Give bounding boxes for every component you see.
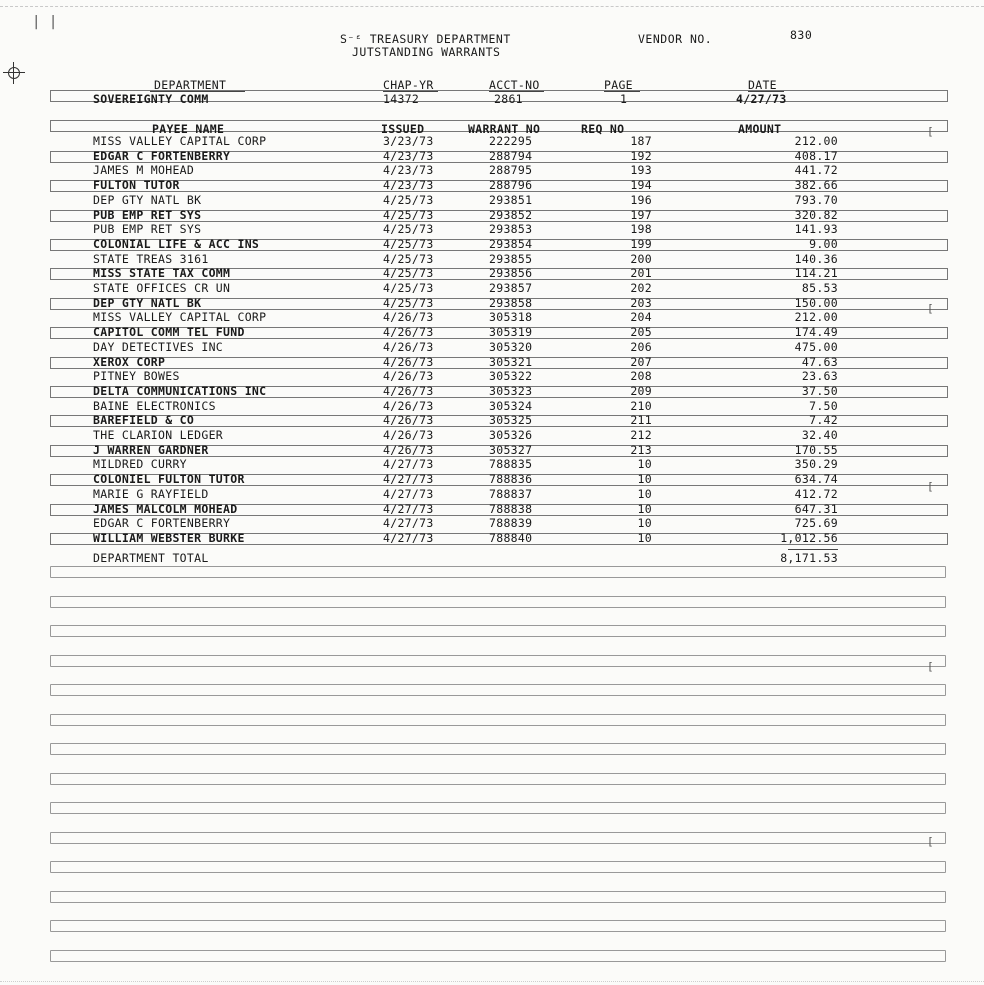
amount: 174.49: [794, 325, 838, 340]
amount: 725.69: [794, 516, 838, 531]
amount: 114.21: [794, 266, 838, 281]
blank-line: [50, 832, 946, 844]
req-number: 10: [637, 486, 652, 501]
top-edge-line: [0, 6, 984, 7]
payee-name: DEP GTY NATL BK: [93, 295, 202, 310]
req-number: 205: [630, 325, 652, 340]
payee-name: MISS STATE TAX COMM: [93, 266, 231, 281]
amount: 7.42: [809, 413, 838, 428]
document-subtitle: JUTSTANDING WARRANTS: [352, 45, 501, 59]
blank-line: [50, 655, 946, 667]
warrant-number: 288796: [489, 178, 533, 193]
issued-date: 4/25/73: [383, 222, 434, 237]
warrant-number: 288794: [489, 148, 533, 163]
blank-line: [50, 861, 946, 873]
table-row: [0, 193, 984, 208]
req-number: 187: [630, 134, 652, 148]
table-row: [0, 149, 984, 164]
warrant-number: 293855: [489, 251, 533, 266]
table-row: [0, 310, 984, 325]
warrant-number: 293856: [489, 266, 533, 281]
blank-line: [50, 566, 946, 578]
warrant-number: 305319: [489, 325, 533, 340]
payee-name: XEROX CORP: [93, 354, 166, 369]
issued-date: 4/25/73: [383, 236, 434, 251]
table-row: [0, 502, 984, 517]
warrant-number: 293851: [489, 192, 533, 207]
binder-mark: [: [927, 302, 934, 315]
department-heading: DEPARTMENT: [154, 78, 227, 92]
blank-line: [50, 920, 946, 932]
issued-date: 4/26/73: [383, 369, 434, 384]
amount: 212.00: [794, 310, 838, 325]
payee-name: FULTON TUTOR: [93, 178, 180, 193]
issued-date: 4/23/73: [383, 163, 434, 178]
req-number: 197: [630, 207, 652, 222]
warrant-number: 293854: [489, 236, 533, 251]
req-no-heading: REQ NO: [581, 122, 625, 136]
payee-name: EDGAR C FORTENBERRY: [93, 516, 231, 531]
req-number: 10: [637, 530, 652, 545]
amount: 140.36: [794, 251, 838, 266]
issued-date: 4/26/73: [383, 325, 434, 340]
issued-date: 4/27/73: [383, 516, 434, 531]
issued-date: 4/27/73: [383, 486, 434, 501]
req-number: 213: [630, 442, 652, 457]
amount: 412.72: [794, 486, 838, 501]
payee-name: DELTA COMMUNICATIONS INC: [93, 383, 267, 398]
table-row: [0, 296, 984, 311]
issued-date: 4/26/73: [383, 413, 434, 428]
req-number: 199: [630, 236, 652, 251]
amount: 37.50: [801, 383, 838, 398]
req-number: 10: [637, 472, 652, 487]
amount: 441.72: [794, 163, 838, 178]
payee-name: MISS VALLEY CAPITAL CORP: [93, 134, 267, 148]
bottom-edge-line: [0, 981, 984, 982]
table-row: [0, 237, 984, 252]
issued-date: 4/26/73: [383, 398, 434, 413]
warrant-number: 305320: [489, 339, 533, 354]
page-value: 1: [620, 92, 628, 106]
issued-date: 4/25/73: [383, 207, 434, 222]
issued-date: 4/26/73: [383, 339, 434, 354]
payee-name: BAREFIELD & CO: [93, 413, 195, 428]
req-number: 193: [630, 163, 652, 178]
issued-date: 4/23/73: [383, 178, 434, 193]
payee-name: MILDRED CURRY: [93, 457, 187, 472]
payee-name: DAY DETECTIVES INC: [93, 339, 224, 354]
amount: 793.70: [794, 192, 838, 207]
table-row: [0, 163, 984, 178]
amount: 85.53: [801, 281, 838, 295]
table-row: [0, 252, 984, 267]
amount: 9.00: [809, 236, 838, 251]
amount: 382.66: [794, 178, 838, 193]
payee-name: PITNEY BOWES: [93, 369, 180, 384]
payee-name: JAMES MALCOLM MOHEAD: [93, 501, 238, 516]
req-number: 203: [630, 295, 652, 310]
warrant-number: 305318: [489, 310, 533, 325]
payee-name: WILLIAM WEBSTER BURKE: [93, 530, 245, 545]
blank-line: [50, 684, 946, 696]
issued-date: 4/26/73: [383, 383, 434, 398]
table-row: [0, 384, 984, 399]
req-number: 10: [637, 516, 652, 531]
issued-date: 4/27/73: [383, 472, 434, 487]
table-row: [0, 281, 984, 296]
date-value: 4/27/73: [736, 92, 787, 106]
req-number: 200: [630, 251, 652, 266]
payee-name: THE CLARION LEDGER: [93, 428, 224, 442]
issued-date: 4/26/73: [383, 428, 434, 442]
binder-mark: [: [927, 480, 934, 493]
acct-no-heading: ACCT-NO: [489, 78, 540, 92]
table-row: [0, 399, 984, 414]
table-row: [0, 428, 984, 443]
issued-date: 4/27/73: [383, 457, 434, 472]
table-row: [0, 457, 984, 472]
amount: 212.00: [794, 134, 838, 148]
table-row: [0, 531, 984, 546]
req-number: 202: [630, 281, 652, 295]
warrant-no-heading: WARRANT NO: [468, 122, 541, 136]
warrant-number: 293852: [489, 207, 533, 222]
req-number: 207: [630, 354, 652, 369]
blank-line: [50, 625, 946, 637]
table-row: [0, 355, 984, 370]
blank-line: [50, 950, 946, 962]
issued-date: 4/25/73: [383, 295, 434, 310]
amount: 647.31: [794, 501, 838, 516]
req-number: 194: [630, 178, 652, 193]
payee-name: STATE TREAS 3161: [93, 251, 209, 266]
warrant-number: 305326: [489, 428, 533, 442]
amount-heading: AMOUNT: [738, 122, 782, 136]
amount: 1,012.56: [780, 530, 838, 545]
amount: 320.82: [794, 207, 838, 222]
payee-name: MARIE G RAYFIELD: [93, 486, 209, 501]
issued-date: 4/25/73: [383, 266, 434, 281]
registration-mark-icon: [3, 62, 25, 84]
amount: 408.17: [794, 148, 838, 163]
req-number: 206: [630, 339, 652, 354]
blank-line: [50, 802, 946, 814]
payee-name: EDGAR C FORTENBERRY: [93, 148, 231, 163]
warrant-number: 788836: [489, 472, 533, 487]
table-row: [0, 369, 984, 384]
binder-mark: [: [927, 125, 934, 138]
warrant-number: 788837: [489, 486, 533, 501]
table-row: [0, 443, 984, 458]
warrant-number: 305322: [489, 369, 533, 384]
binder-mark: [: [927, 835, 934, 848]
table-row: [0, 325, 984, 340]
table-row: [0, 487, 984, 502]
table-row: [0, 472, 984, 487]
amount: 32.40: [801, 428, 838, 442]
amount: 7.50: [809, 398, 838, 413]
table-row: [0, 222, 984, 237]
vendor-number: 830: [790, 28, 813, 42]
table-row: [0, 340, 984, 355]
amount: 47.63: [801, 354, 838, 369]
warrant-number: 222295: [489, 134, 533, 148]
warrant-number: 788838: [489, 501, 533, 516]
warrant-number: 305323: [489, 383, 533, 398]
payee-name: MISS VALLEY CAPITAL CORP: [93, 310, 267, 325]
table-row: [0, 413, 984, 428]
date-heading: DATE: [748, 78, 777, 92]
acct-no-value: 2861: [494, 92, 523, 106]
issued-date: 3/23/73: [383, 134, 434, 148]
req-number: 210: [630, 398, 652, 413]
warrant-number: 305324: [489, 398, 533, 413]
req-number: 196: [630, 192, 652, 207]
payee-name: DEP GTY NATL BK: [93, 192, 202, 207]
payee-name: PUB EMP RET SYS: [93, 222, 202, 237]
blank-line: [50, 596, 946, 608]
warrant-number: 788840: [489, 530, 533, 545]
issued-date: 4/23/73: [383, 148, 434, 163]
req-number: 10: [637, 501, 652, 516]
department-total-row: [0, 551, 984, 566]
issued-heading: ISSUED: [381, 122, 425, 136]
amount: 170.55: [794, 442, 838, 457]
amount: 23.63: [801, 369, 838, 384]
margin-marks: | |: [32, 14, 58, 30]
req-number: 198: [630, 222, 652, 237]
req-number: 211: [630, 413, 652, 428]
warrant-number: 305321: [489, 354, 533, 369]
warrant-number: 305325: [489, 413, 533, 428]
total-label: DEPARTMENT TOTAL: [93, 551, 209, 565]
issued-date: 4/26/73: [383, 354, 434, 369]
amount: 350.29: [794, 457, 838, 472]
payee-name: CAPITOL COMM TEL FUND: [93, 325, 245, 340]
warrant-number: 293853: [489, 222, 533, 237]
warrant-number: 788835: [489, 457, 533, 472]
payee-name: COLONIAL LIFE & ACC INS: [93, 236, 260, 251]
warrant-number: 788839: [489, 516, 533, 531]
issued-date: 4/25/73: [383, 281, 434, 295]
req-number: 212: [630, 428, 652, 442]
req-number: 10: [637, 457, 652, 472]
payee-name: BAINE ELECTRONICS: [93, 398, 216, 413]
req-number: 208: [630, 369, 652, 384]
table-row: [0, 266, 984, 281]
department-name: SOVEREIGNTY COMM: [93, 92, 209, 106]
issued-date: 4/27/73: [383, 501, 434, 516]
amount: 475.00: [794, 339, 838, 354]
blank-line: [50, 773, 946, 785]
amount: 150.00: [794, 295, 838, 310]
issued-date: 4/26/73: [383, 310, 434, 325]
payee-name: J WARREN GARDNER: [93, 442, 209, 457]
req-number: 201: [630, 266, 652, 281]
table-row: [0, 178, 984, 193]
chap-yr-value: 14372: [383, 92, 420, 106]
amount: 141.93: [794, 222, 838, 237]
payee-name: PUB EMP RET SYS: [93, 207, 202, 222]
blank-line: [50, 743, 946, 755]
issued-date: 4/27/73: [383, 530, 434, 545]
page-heading: PAGE: [604, 78, 633, 92]
table-row: [0, 208, 984, 223]
payee-name: COLONIEL FULTON TUTOR: [93, 472, 245, 487]
req-number: 204: [630, 310, 652, 325]
total-amount: 8,171.53: [780, 551, 838, 565]
table-row: [0, 516, 984, 531]
payee-name-heading: PAYEE NAME: [152, 122, 225, 136]
vendor-label: VENDOR NO.: [638, 32, 713, 46]
issued-date: 4/25/73: [383, 192, 434, 207]
table-row: [0, 134, 984, 149]
document-title: S⁻ᵋ TREASURY DEPARTMENT: [340, 32, 511, 46]
blank-line: [50, 891, 946, 903]
binder-mark: [: [927, 660, 934, 673]
amount: 634.74: [794, 472, 838, 487]
issued-date: 4/25/73: [383, 251, 434, 266]
req-number: 209: [630, 383, 652, 398]
warrant-number: 288795: [489, 163, 533, 178]
chap-yr-heading: CHAP-YR: [383, 78, 434, 92]
blank-line: [50, 714, 946, 726]
warrant-number: 305327: [489, 442, 533, 457]
payee-name: JAMES M MOHEAD: [93, 163, 195, 178]
issued-date: 4/26/73: [383, 442, 434, 457]
req-number: 192: [630, 148, 652, 163]
payee-name: STATE OFFICES CR UN: [93, 281, 231, 295]
warrant-number: 293858: [489, 295, 533, 310]
warrant-number: 293857: [489, 281, 533, 295]
